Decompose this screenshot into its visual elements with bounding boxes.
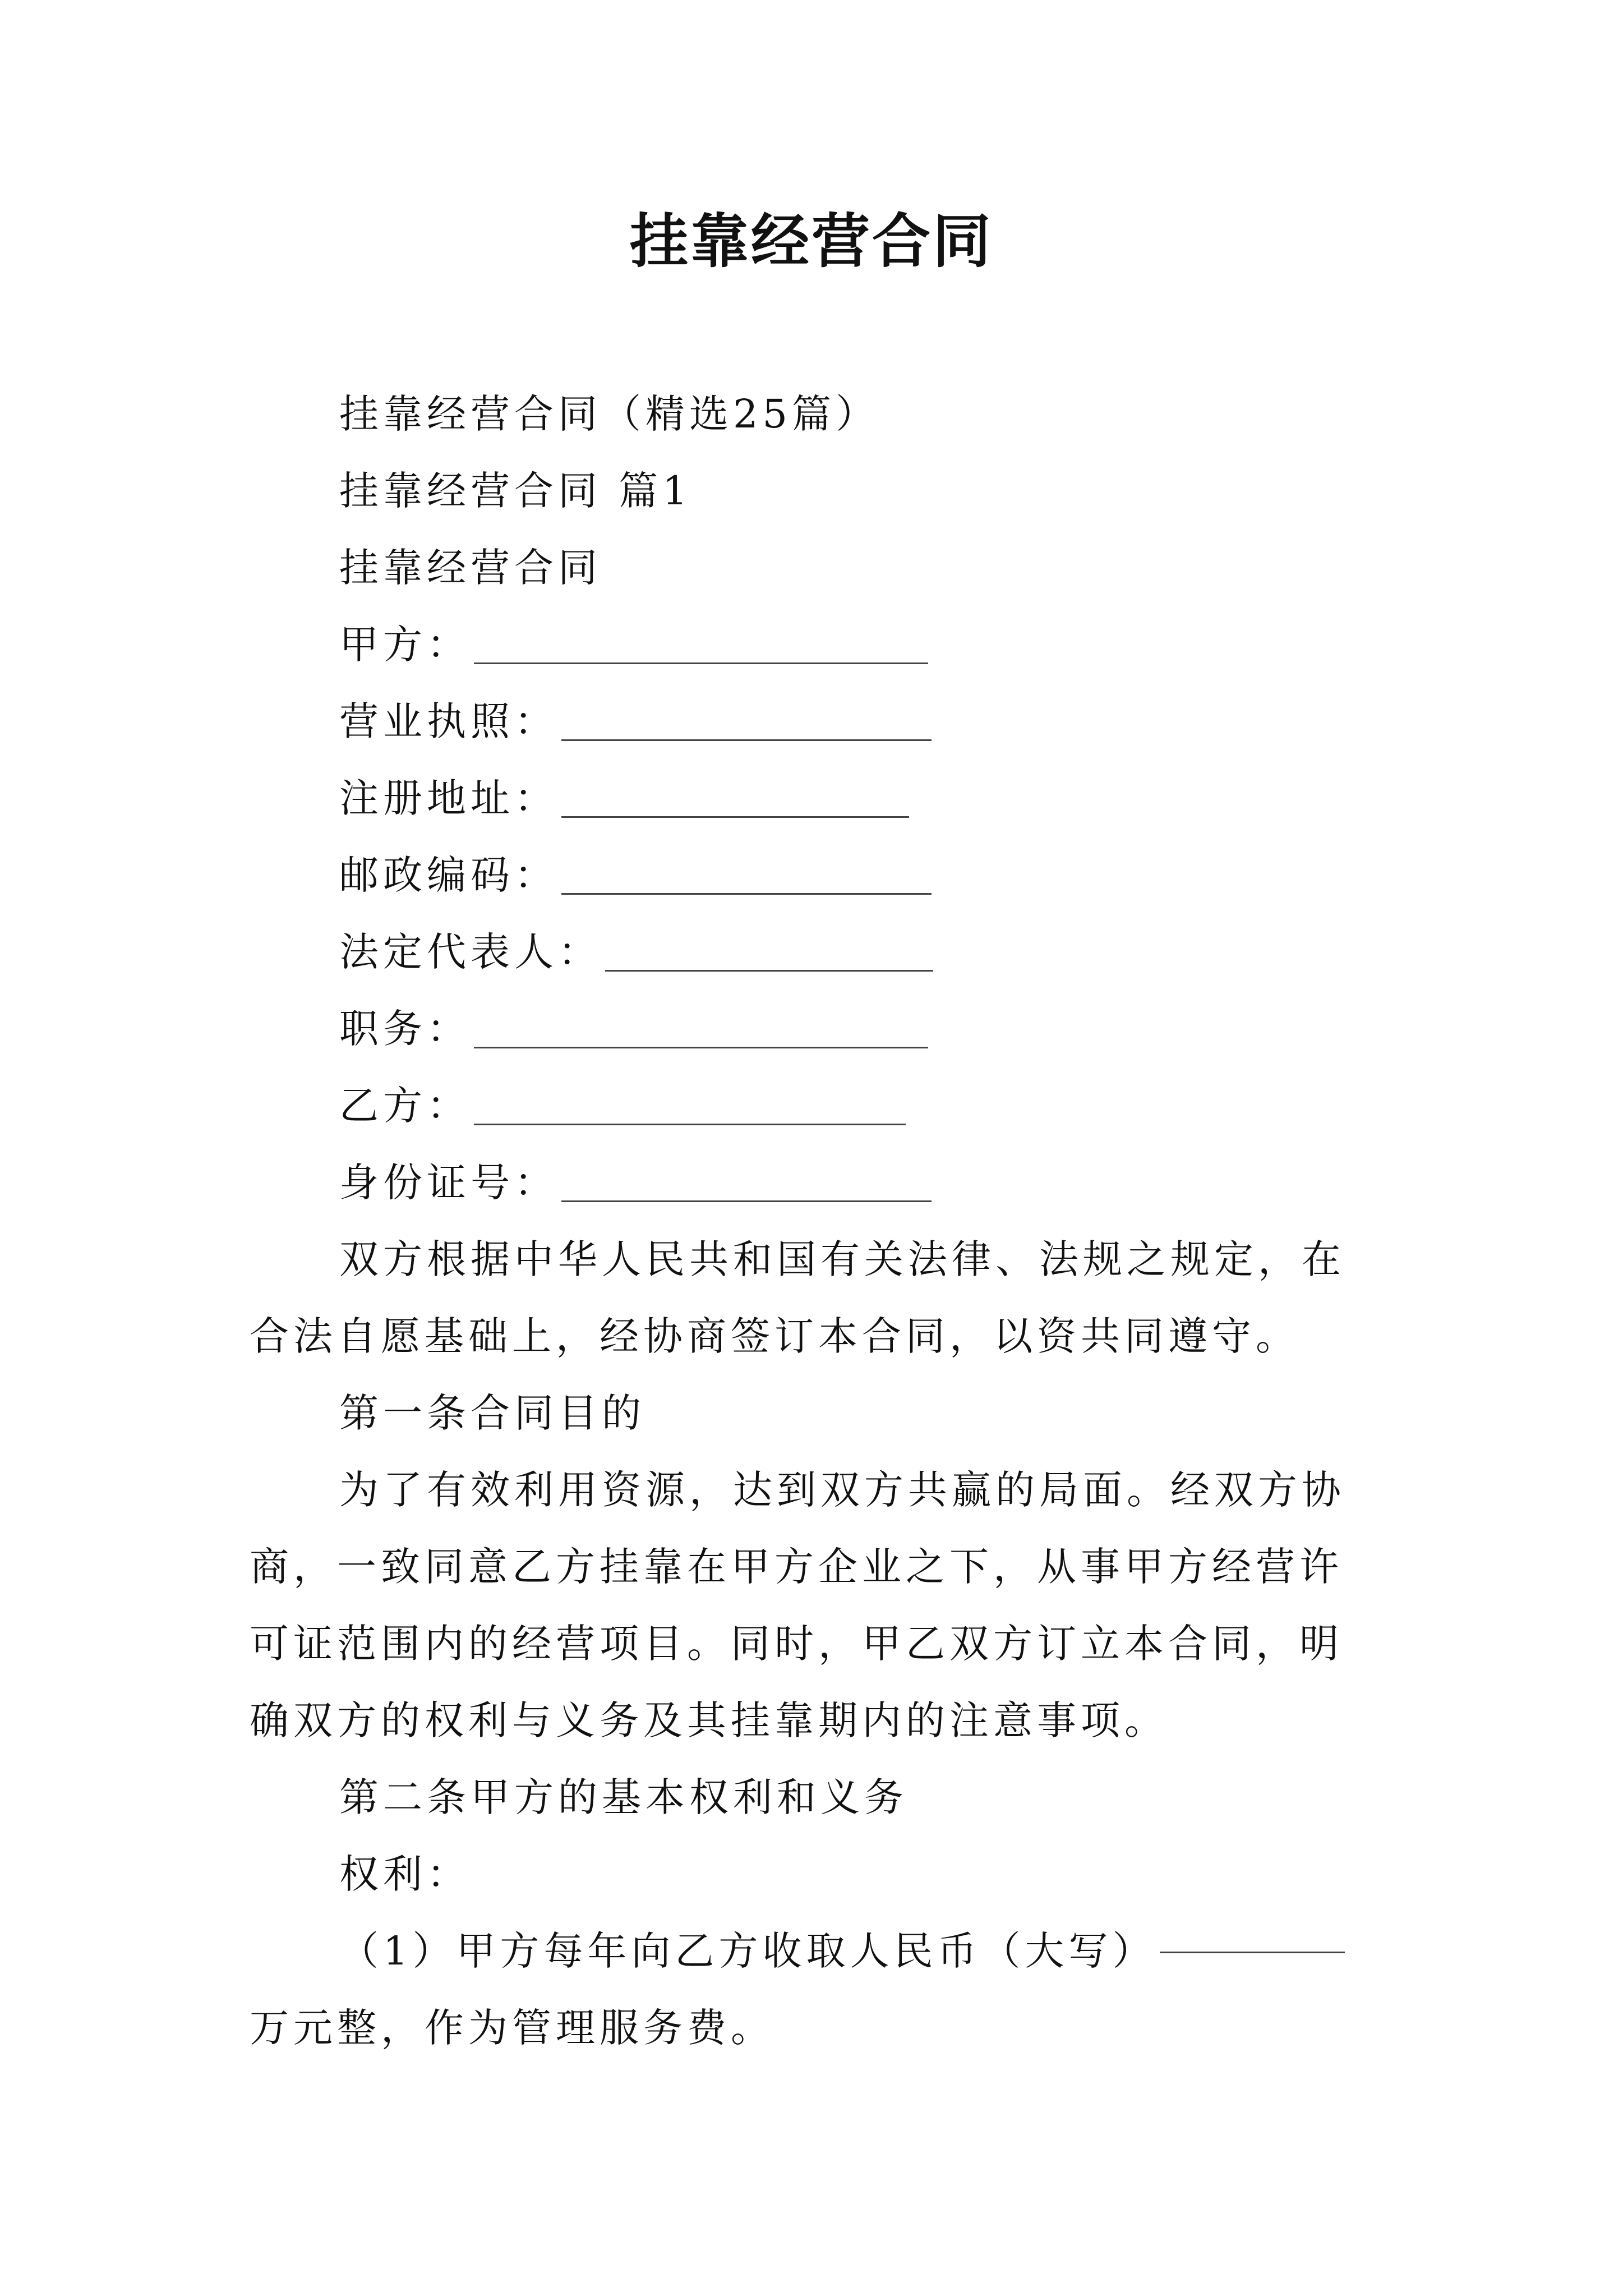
field-id-number: [250, 1144, 1385, 1221]
field-party-b: [250, 1068, 1385, 1144]
clause1-text-before: （1）甲方每年向乙方收取人民币（大写）: [339, 1928, 1156, 1974]
field-id-number-label: 身份证号：: [339, 1159, 558, 1205]
field-postal-code-blank: [561, 893, 932, 895]
article1-body: 为了有效利用资源，达到双方共赢的局面。经双方协商，一致同意乙方挂靠在甲方企业之下，从事甲方经营许可证范围内的经营项目。同时，甲乙双方订立本合同，明确双方的权利与义务及其挂靠期内的注意事项。: [250, 1467, 1345, 1743]
document-body: [250, 376, 1385, 2067]
field-party-a-blank: [474, 662, 928, 664]
document-title: 挂靠经营合同: [629, 206, 993, 275]
field-position-blank: [474, 1047, 928, 1048]
preamble-paragraph: 双方根据中华人民共和国有关法律、法规之规定，在合法自愿基础上，经协商签订本合同，以资共同遵守。: [250, 1236, 1345, 1359]
clause1-amount-blank: [1160, 1952, 1345, 1953]
heading-contract: 挂靠经营合同: [339, 545, 602, 591]
field-postal-code-label: 邮政编码：: [339, 852, 558, 898]
clause1-paragraph: [250, 1913, 1385, 2067]
field-business-license-blank: [561, 739, 932, 741]
field-legal-representative-blank: [605, 970, 933, 972]
field-legal-representative: [250, 914, 1385, 991]
field-party-b-blank: [474, 1124, 906, 1125]
field-position-label: 职务：: [339, 1006, 471, 1052]
field-party-a-label: 甲方：: [339, 622, 471, 668]
field-party-b-label: 乙方：: [339, 1083, 471, 1129]
clause1-text-after: 万元整，作为管理服务费。: [250, 2005, 774, 2051]
field-registered-address-blank: [561, 816, 909, 818]
field-postal-code: [250, 837, 1385, 914]
field-position: [250, 991, 1385, 1068]
field-id-number-blank: [561, 1200, 932, 1202]
article1-title: 第一条合同目的: [339, 1390, 645, 1436]
article2-title: 第二条甲方的基本权利和义务: [339, 1774, 908, 1820]
heading-collection: 挂靠经营合同（精选25篇）: [339, 391, 880, 437]
field-business-license-label: 营业执照：: [339, 698, 558, 744]
field-party-a: [250, 606, 1385, 683]
field-registered-address-label: 注册地址：: [339, 775, 558, 821]
heading-part: 挂靠经营合同 篇1: [339, 468, 692, 514]
field-legal-representative-label: 法定代表人：: [339, 929, 602, 975]
field-business-license: [250, 683, 1385, 760]
rights-label: 权利：: [339, 1851, 471, 1897]
field-registered-address: [250, 760, 1385, 837]
